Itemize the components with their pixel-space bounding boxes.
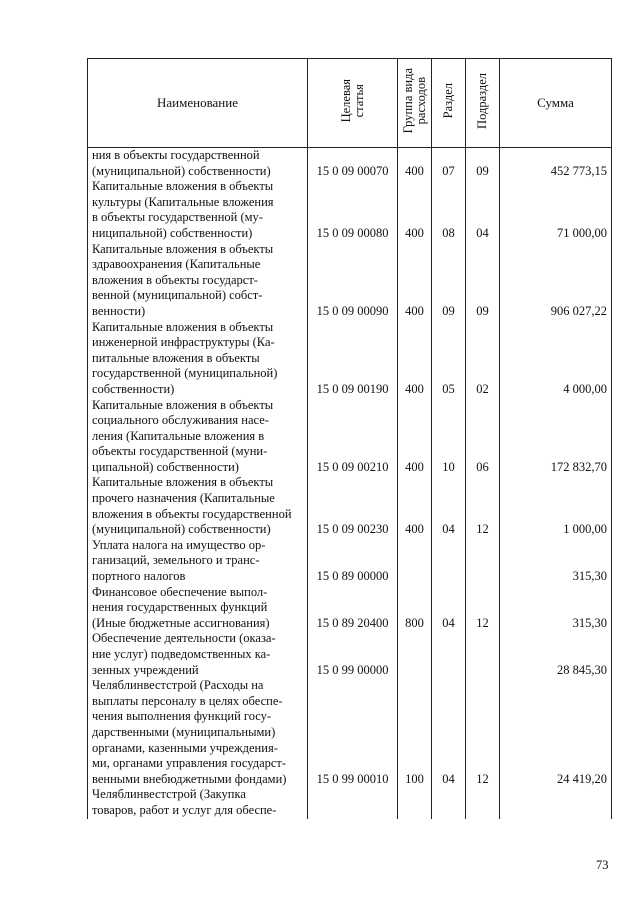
- row-section: [432, 787, 466, 818]
- row-section: 09: [432, 242, 466, 320]
- row-subsection: 06: [466, 398, 500, 476]
- row-target-article: 15 0 89 00000: [308, 538, 398, 585]
- table-row: [88, 242, 612, 320]
- budget-table: [87, 58, 612, 819]
- row-sum: 452 773,15: [500, 148, 612, 180]
- row-subsection: 12: [466, 585, 500, 632]
- row-subsection: [466, 631, 500, 678]
- row-sum: [500, 787, 612, 818]
- row-target-article: 15 0 09 00080: [308, 179, 398, 241]
- row-subsection: 04: [466, 179, 500, 241]
- row-section: [432, 538, 466, 585]
- table-row: [88, 320, 612, 398]
- row-section: 04: [432, 585, 466, 632]
- table-header-row: [88, 59, 612, 148]
- row-name: Обеспечение деятельности (оказа- ние услуг) подведомственных ка- зенных учреждений: [88, 631, 308, 678]
- row-name: Капитальные вложения в объекты культуры (Капитальные вложения в объекты государственной (му- ниципальной) собственности): [88, 179, 308, 241]
- row-subsection: 09: [466, 242, 500, 320]
- header-target-article: Целевая статья: [308, 59, 398, 148]
- row-name: ния в объекты государственной (муниципальной) собственности): [88, 148, 308, 180]
- row-subsection: 02: [466, 320, 500, 398]
- row-section: 07: [432, 148, 466, 180]
- row-expense-group: 400: [398, 398, 432, 476]
- header-sum: Сумма: [500, 59, 612, 148]
- row-name: Челяблинвестстрой (Закупка товаров, работ и услуг для обеспе-: [88, 787, 308, 818]
- row-section: 04: [432, 678, 466, 787]
- row-section: 05: [432, 320, 466, 398]
- row-section: 04: [432, 475, 466, 537]
- table-row: [88, 148, 612, 180]
- header-subsection: Подраздел: [466, 59, 500, 148]
- table-row: [88, 585, 612, 632]
- row-expense-group: 800: [398, 585, 432, 632]
- row-target-article: 15 0 09 00210: [308, 398, 398, 476]
- row-name: Капитальные вложения в объекты инженерной инфраструктуры (Ка- питальные вложения в объекты государственной (муниципальной) собственности): [88, 320, 308, 398]
- header-expense-group: Группа вида расходов: [398, 59, 432, 148]
- row-target-article: 15 0 99 00010: [308, 678, 398, 787]
- row-sum: 315,30: [500, 538, 612, 585]
- table-row: [88, 787, 612, 818]
- row-expense-group: 400: [398, 148, 432, 180]
- row-target-article: [308, 787, 398, 818]
- row-target-article: 15 0 89 20400: [308, 585, 398, 632]
- row-name: Челяблинвестстрой (Расходы на выплаты персоналу в целях обеспе- чения выполнения функций госу- дарственными (муниципальными) органами, казенными учреждения- ми, органами управления государст- венными внебюджетными фондами): [88, 678, 308, 787]
- row-target-article: 15 0 09 00070: [308, 148, 398, 180]
- header-name: Наименование: [88, 59, 308, 148]
- row-sum: 906 027,22: [500, 242, 612, 320]
- table-row: [88, 538, 612, 585]
- row-target-article: 15 0 09 00230: [308, 475, 398, 537]
- table-row: [88, 179, 612, 241]
- page-number: 73: [596, 858, 609, 872]
- row-subsection: 12: [466, 678, 500, 787]
- row-name: Капитальные вложения в объекты здравоохранения (Капитальные вложения в объекты государст- венной (муниципальной) собст- венности): [88, 242, 308, 320]
- row-name: Капитальные вложения в объекты социального обслуживания насе- ления (Капитальные вложения в объекты государственной (муни- ципальной) собственности): [88, 398, 308, 476]
- table-row: [88, 678, 612, 787]
- row-target-article: 15 0 09 00090: [308, 242, 398, 320]
- row-subsection: 09: [466, 148, 500, 180]
- row-sum: 71 000,00: [500, 179, 612, 241]
- table-row: [88, 475, 612, 537]
- row-subsection: [466, 538, 500, 585]
- row-sum: 172 832,70: [500, 398, 612, 476]
- row-target-article: 15 0 09 00190: [308, 320, 398, 398]
- row-name: Финансовое обеспечение выпол- нения государственных функций (Иные бюджетные ассигнования): [88, 585, 308, 632]
- row-expense-group: 400: [398, 242, 432, 320]
- row-name: Капитальные вложения в объекты прочего назначения (Капитальные вложения в объекты государственной (муниципальной) собственности): [88, 475, 308, 537]
- row-section: [432, 631, 466, 678]
- row-target-article: 15 0 99 00000: [308, 631, 398, 678]
- row-expense-group: 100: [398, 678, 432, 787]
- row-expense-group: 400: [398, 475, 432, 537]
- header-section: Раздел: [432, 59, 466, 148]
- table-row: [88, 631, 612, 678]
- row-sum: 24 419,20: [500, 678, 612, 787]
- row-expense-group: 400: [398, 320, 432, 398]
- row-sum: 28 845,30: [500, 631, 612, 678]
- row-subsection: 12: [466, 475, 500, 537]
- row-sum: 1 000,00: [500, 475, 612, 537]
- row-expense-group: 400: [398, 179, 432, 241]
- row-sum: 315,30: [500, 585, 612, 632]
- row-expense-group: [398, 631, 432, 678]
- row-sum: 4 000,00: [500, 320, 612, 398]
- row-expense-group: [398, 538, 432, 585]
- row-expense-group: [398, 787, 432, 818]
- row-section: 08: [432, 179, 466, 241]
- row-subsection: [466, 787, 500, 818]
- row-section: 10: [432, 398, 466, 476]
- table-row: [88, 398, 612, 476]
- row-name: Уплата налога на имущество ор- ганизаций, земельного и транс- портного налогов: [88, 538, 308, 585]
